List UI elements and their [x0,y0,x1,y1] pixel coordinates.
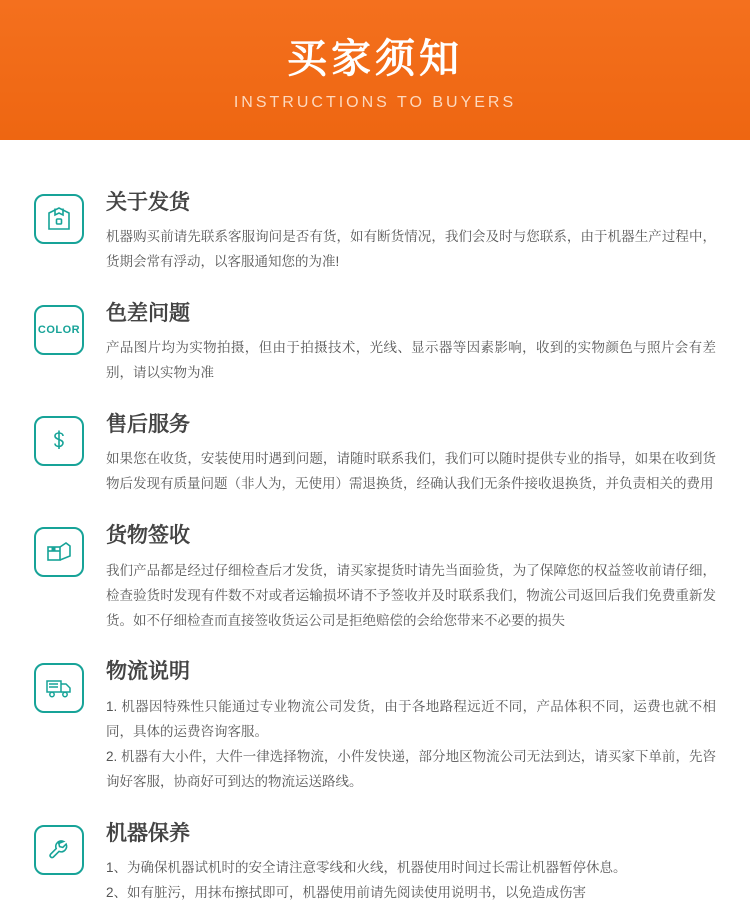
package-box-icon [34,194,84,244]
list-item: 1、为确保机器试机时的安全请注意零线和火线，机器使用时间过长需让机器暂停休息。 [106,859,627,875]
section-title: 关于发货 [106,191,190,214]
section-text: 我们产品都是经过仔细检查后才发货，请买家提货时请先当面验货，为了保障您的权益签收前请仔细，检查验货时发现有件数不对或者运输损坏请不予签收并及时联系我们，物流公司返回后我们免费重新发货。如不仔细检查而直接签收货运公司是拒绝赔偿的会给您带来不必要的损失 [106,562,716,628]
section-title: 货物签收 [106,524,190,548]
list-item: 1. 机器因特殊性只能通过专业物流公司发货，由于各地路程远近不同，产品体积不同，运费也就不相同，具体的运费咨询客服。 [106,698,716,739]
section-about-shipping [34,190,716,275]
section-title: 机器保养 [106,821,190,845]
instructions-content [0,140,750,906]
delivery-box-icon [34,527,84,577]
section-list [106,856,716,906]
page-title: 买家须知 [287,37,463,81]
list-item: 2. 机器有大小件，大件一律选择物流，小件发快递，部分地区物流公司无法到达，请买家下单前，先咨询好客服，协商好可到达的物流运送路线。 [106,748,716,789]
section-goods-acceptance [34,523,716,633]
section-text: 如果您在收货，安装使用时遇到问题，请随时联系我们，我们可以随时提供专业的指导，如果在收到货物后发现有质量问题（非人为，无使用）需退换货，经确认我们无条件接收退换货，并负责相关的费用 [106,451,716,492]
section-list [106,695,716,795]
dollar-sign-icon [34,416,84,466]
section-logistics [34,659,716,794]
list-item: 2、如有脏污，用抹布擦拭即可，机器使用前请先阅读使用说明书，以免造成伤害 [106,884,587,900]
section-text: 产品图片均为实物拍摄，但由于拍摄技术，光线、显示器等因素影响，收到的实物颜色与照片会有差别，请以实物为准 [106,340,716,381]
section-title: 物流说明 [106,660,190,684]
page-header-banner [0,0,750,140]
section-title: 色差问题 [106,302,190,326]
section-title: 售后服务 [106,413,190,437]
color-swatch-icon [34,305,84,355]
page-subtitle: INSTRUCTIONS TO BUYERS [233,94,517,111]
section-text: 机器购买前请先联系客服询问是否有货，如有断货情况，我们会及时与您联系，由于机器生产过程中，货期会常有浮动，以客服通知您的为准! [106,229,716,270]
section-color-difference [34,301,716,386]
section-after-sales [34,412,716,497]
truck-icon [34,663,84,713]
wrench-icon [34,825,84,875]
color-icon-label: COLOR [37,324,81,337]
section-machine-maintenance [34,821,716,906]
